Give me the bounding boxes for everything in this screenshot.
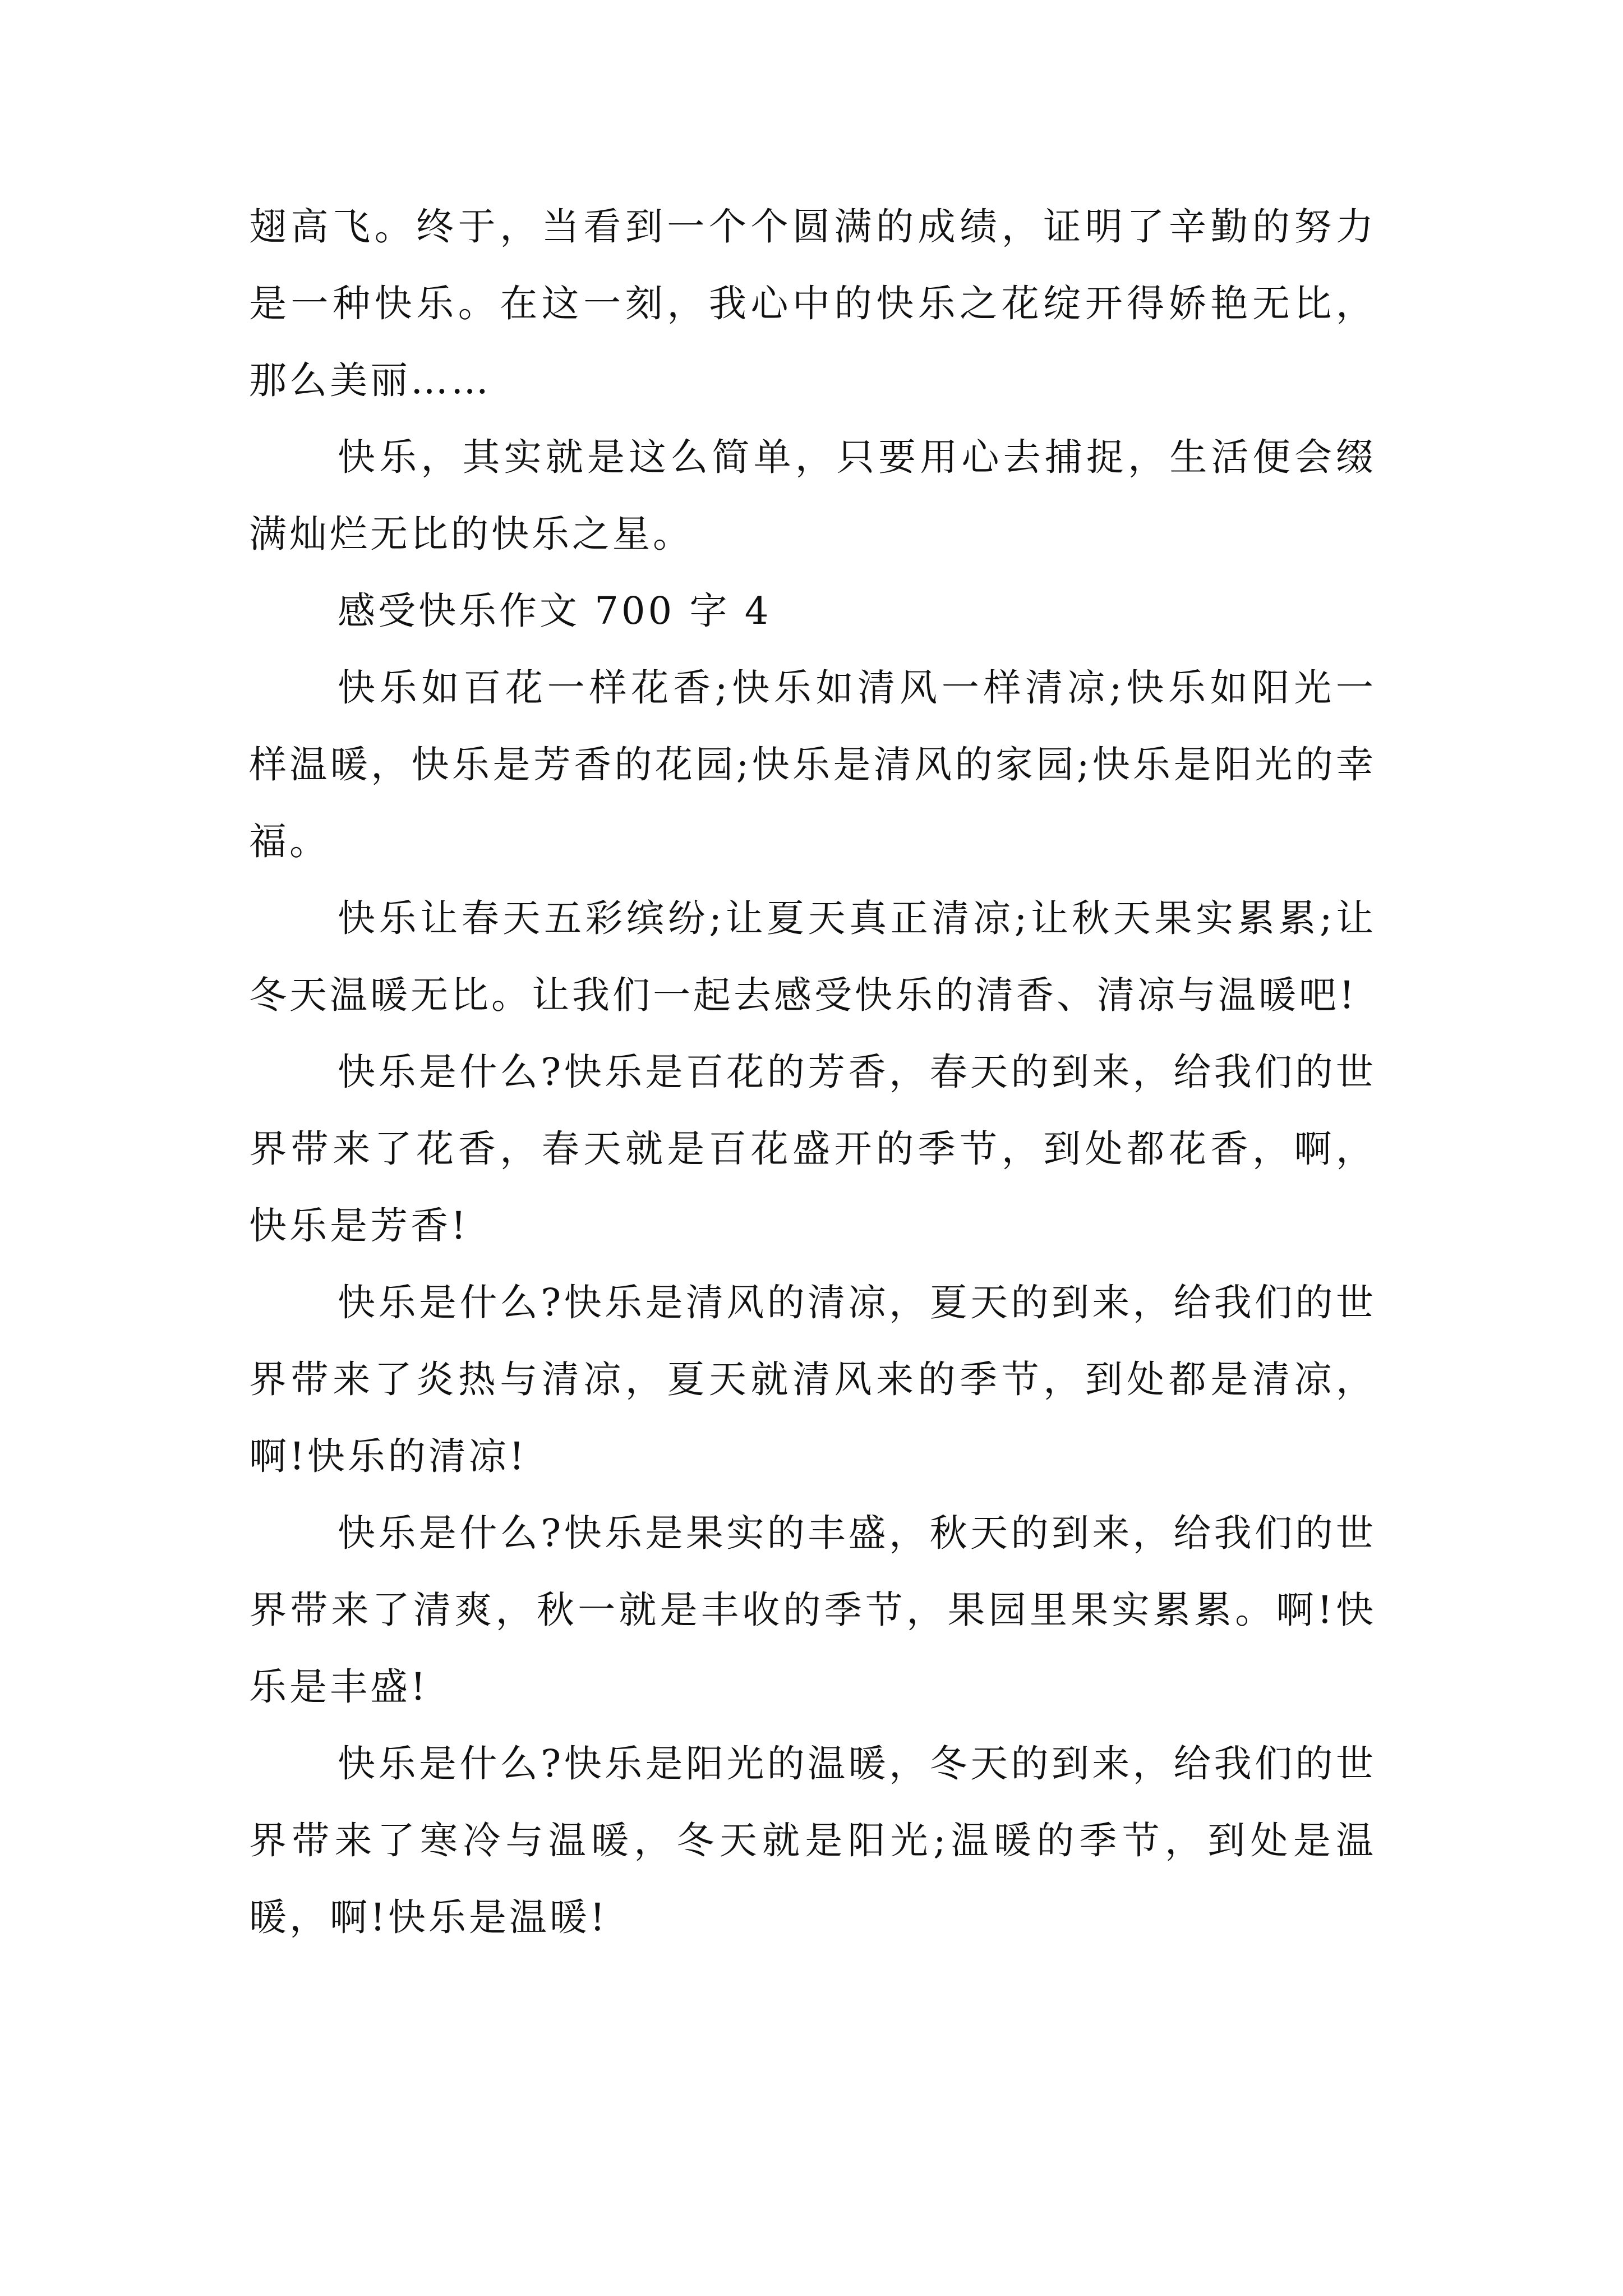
paragraph-intro: 快乐如百花一样花香;快乐如清风一样清凉;快乐如阳光一样温暖，快乐是芳香的花园;快乐是清风的家园;快乐是阳光的幸福。 — [249, 666, 1376, 863]
essay-title: 感受快乐作文 700 字 4 — [338, 589, 772, 633]
paragraph-conclusion: 快乐，其实就是这么简单，只要用心去捕捉，生活便会缀满灿烂无比的快乐之星。 — [249, 435, 1376, 556]
paragraph-winter: 快乐是什么?快乐是阳光的温暖，冬天的到来，给我们的世界带来了寒冷与温暖，冬天就是阳光;温暖的季节，到处是温暖，啊!快乐是温暖! — [249, 1742, 1376, 1939]
paragraph-seasons: 快乐让春天五彩缤纷;让夏天真正清凉;让秋天果实累累;让冬天温暖无比。让我们一起去感受快乐的清香、清凉与温暖吧! — [249, 896, 1376, 1017]
paragraph-spring: 快乐是什么?快乐是百花的芳香，春天的到来，给我们的世界带来了花香，春天就是百花盛开的季节，到处都花香，啊，快乐是芳香! — [249, 1050, 1376, 1248]
paragraph-summer: 快乐是什么?快乐是清风的清凉，夏天的到来，给我们的世界带来了炎热与清凉，夏天就清风来的季节，到处都是清凉，啊!快乐的清凉! — [249, 1281, 1376, 1478]
document-body — [249, 188, 1376, 1956]
paragraph-continued: 翅高飞。终于，当看到一个个圆满的成绩，证明了辛勤的努力是一种快乐。在这一刻，我心中的快乐之花绽开得娇艳无比，那么美丽…… — [249, 205, 1376, 402]
paragraph-autumn: 快乐是什么?快乐是果实的丰盛，秋天的到来，给我们的世界带来了清爽，秋一就是丰收的季节，果园里果实累累。啊!快乐是丰盛! — [249, 1511, 1376, 1709]
